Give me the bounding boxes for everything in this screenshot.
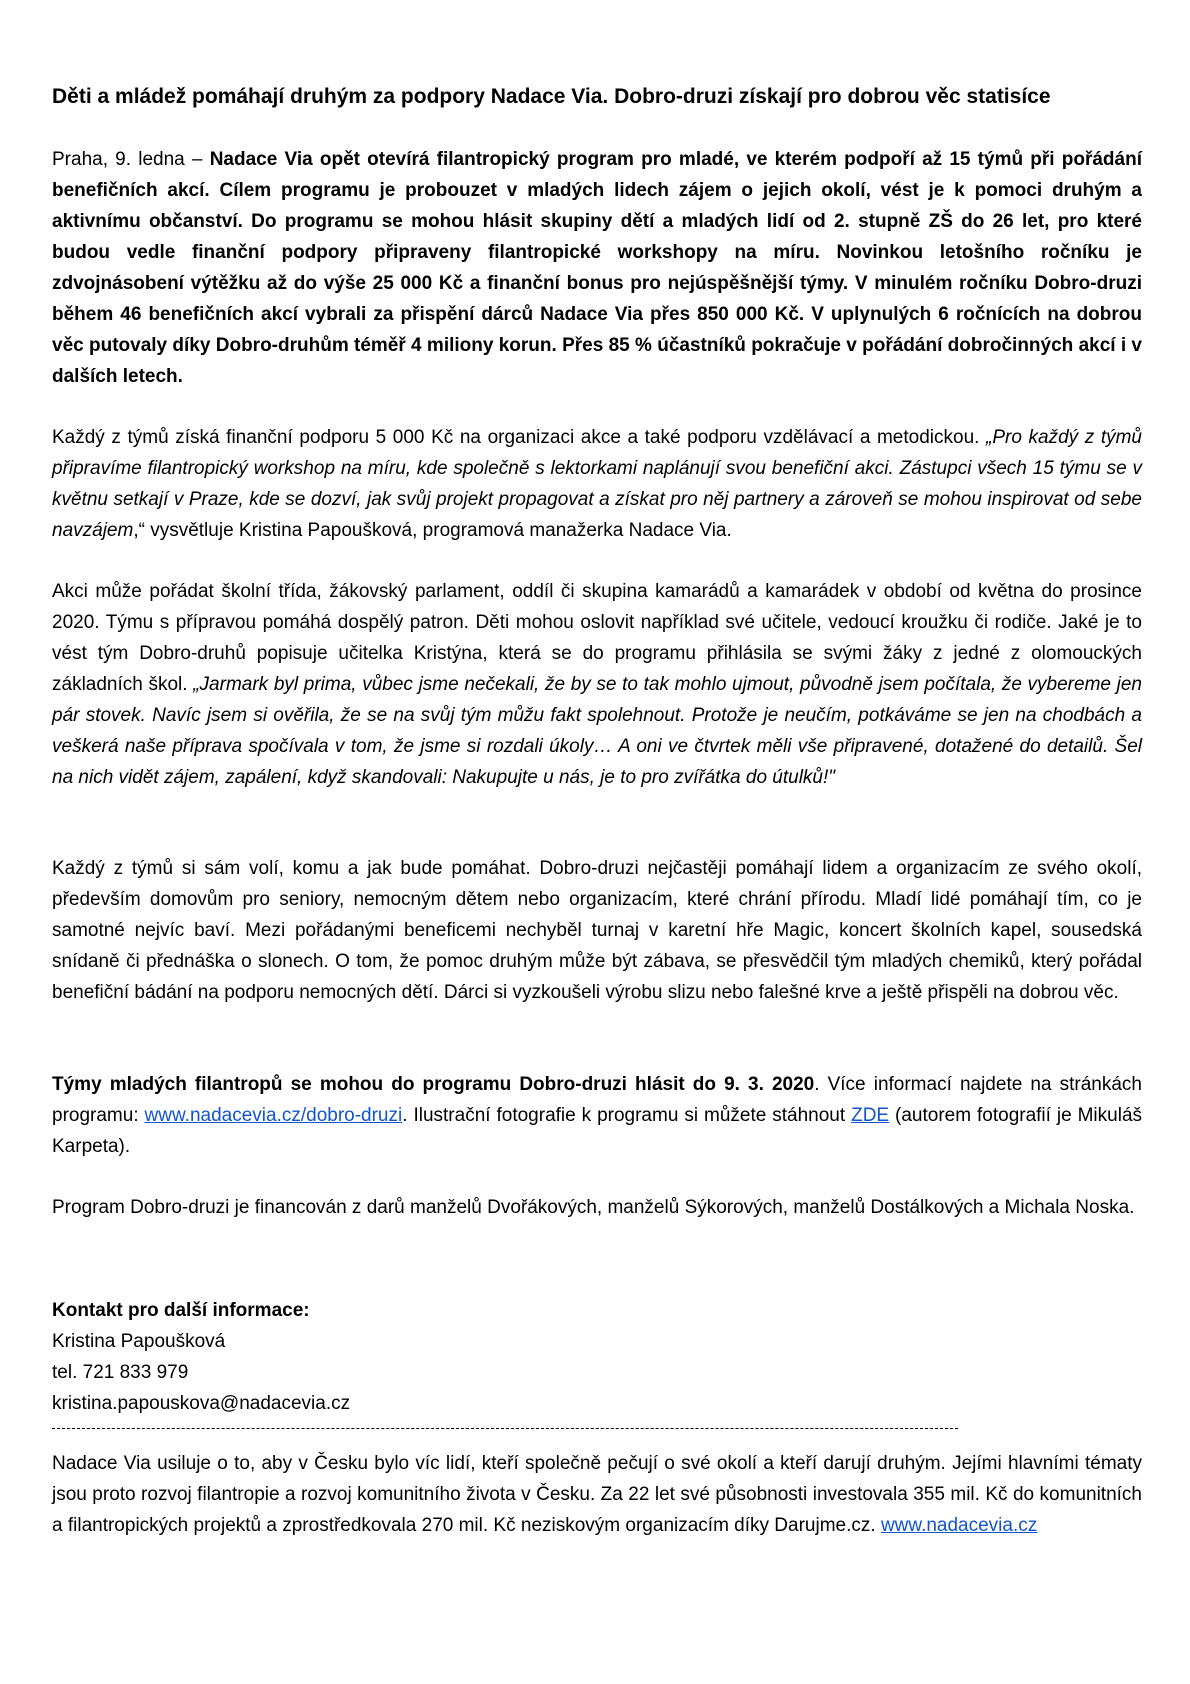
- page-title: Děti a mládež pomáhají druhým za podpory Nadace Via. Dobro-druzi získají pro dobrou věc statisíce: [52, 85, 1051, 108]
- lead-bold-text: Nadace Via opět otevírá filantropický program pro mladé, ve kterém podpoří až 15 týmů při pořádání benefičních akcí. Cílem programu je probouzet v mladých lidech zájem o jejich okolí, vést je k pomoci druhým a aktivnímu občanství. Do programu se mohou hlásit skupiny dětí a mladých lidí od 2. stupně ZŠ do 26 let, pro které budou vedle finanční podpory připraveny filantropické workshopy na míru. Novinkou letošního ročníku je zdvojnásobení výtěžku až do výše 25 000 Kč a finanční bonus pro nejúspěšnější týmy. V minulém ročníku Dobro-druzi během 46 benefičních akcí vybrali za přispění dárců Nadace Via přes 850 000 Kč. V uplynulých 6 ročnících na dobrou věc putovaly díky Dobro-druhům téměř 4 miliony korun. Přes 85 % účastníků pokračuje v pořádání dobročinných akcí i v dalších letech.: [52, 149, 1142, 387]
- footer-text: Nadace Via usiluje o to, aby v Česku bylo víc lidí, kteří společně pečují o své okolí a kteří darují druhým. Jejími hlavními tématy jsou proto rozvoj filantropie a rozvoj komunitního života v Česku. Za 22 let své působnosti investovala 355 mil. Kč do komunitních a filantropických projektů a zprostředkovala 270 mil. Kč neziskovým organizacím díky Darujme.cz.: [52, 1453, 1142, 1536]
- paragraph-support-attribution: ,“ vysvětluje Kristina Papoušková, programová manažerka Nadace Via.: [133, 520, 732, 541]
- contact-block: [52, 1295, 952, 1419]
- registration-deadline: Týmy mladých filantropů se mohou do programu Dobro-druzi hlásit do 9. 3. 2020: [52, 1074, 815, 1095]
- paragraph-registration: [52, 1069, 1142, 1162]
- lead-paragraph: [52, 144, 1142, 392]
- paragraph-teacher-text: Akci může pořádat školní třída, žákovský parlament, oddíl či skupina kamarádů a kamarádek v období od května do prosince 2020. Týmu s přípravou pomáhá dospělý patron. Děti mohou oslovit například své učitele, vedoucí kroužku či rodiče. Jaké je to vést tým Dobro-druhů popisuje učitelka Kristýna, která se do programu přihlásila se svými žáky z jedné z olomouckých základních škol.: [52, 581, 1142, 695]
- registration-text-3: (autorem fotografií je Mikuláš Karpeta).: [52, 1105, 1143, 1157]
- dateline: Praha, 9. ledna –: [52, 149, 210, 170]
- quote-manager: „Pro každý z týmů připravíme filantropický workshop na míru, kde společně s lektorkami naplánují svou benefiční akci. Zástupci všech 15 týmu se v květnu setkají v Praze, kde se dozví, jak svůj projekt propagovat a získat pro něj partnery a zároveň se mohou inspirovat od sebe navzájem: [52, 427, 1142, 541]
- quote-teacher: „Jarmark byl prima, vůbec jsme nečekali, že by se to tak mohlo ujmout, původně jsem počítala, že vybereme jen pár stovek. Navíc jsem si ověřila, že se na svůj tým můžu fakt spolehnout. Protože je neučím, potkáváme se jen na chodbách a veškerá naše příprava spočívala v tom, že jsme si rozdali úkoly… A oni ve čtvrtek měli vše připravené, dotažené do detailů. Šel na nich vidět zájem, zapálení, když skandovali: Nakupujte u nás, je to pro zvířátka do útulků!": [52, 674, 1142, 788]
- paragraph-funding: Program Dobro-druzi je financován z darů manželů Dvořákových, manželů Sýkorových, manželů Dostálkových a Michala Noska.: [52, 1197, 1135, 1218]
- contact-email[interactable]: kristina.papouskova@nadacevia.cz: [52, 1393, 351, 1414]
- paragraph-support-text: Každý z týmů získá finanční podporu 5 000 Kč na organizaci akce a také podporu vzdělávací a metodickou.: [52, 427, 987, 448]
- registration-text-2: . Ilustrační fotografie k programu si můžete stáhnout: [402, 1105, 852, 1126]
- footer-link[interactable]: www.nadacevia.cz: [880, 1515, 1038, 1536]
- footer-paragraph: [52, 1448, 1142, 1541]
- paragraph-teacher: [52, 576, 1142, 793]
- contact-heading: Kontakt pro další informace:: [52, 1300, 310, 1321]
- paragraph-activities: Každý z týmů si sám volí, komu a jak bude pomáhat. Dobro-druzi nejčastěji pomáhají lidem a organizacím ze svého okolí, především domovům pro seniory, nemocným dětem nebo organizacím, které chrání přírodu. Mladí lidé pomáhají tím, co je samotné nejvíc baví. Mezi pořádanými beneficemi nechyběl turnaj v karetní hře Magic, koncert školních kapel, sousedská snídaně či přednáška o slonech. O tom, že pomoc druhým může být zábava, se přesvědčil tým mladých chemiků, který pořádal benefiční bádání na podporu nemocných dětí. Dárci si vyzkoušeli výrobu slizu nebo falešné krve a ještě přispěli na dobrou věc.: [52, 858, 1142, 1003]
- program-link[interactable]: www.nadacevia.cz/dobro-druzi: [144, 1105, 403, 1126]
- separator-line: [52, 1428, 958, 1430]
- registration-text-1: . Více informací najdete na stránkách programu:: [52, 1074, 1142, 1126]
- photos-link[interactable]: ZDE: [851, 1105, 890, 1126]
- paragraph-support: [52, 422, 1142, 546]
- contact-name: Kristina Papoušková: [52, 1331, 226, 1352]
- contact-phone: tel. 721 833 979: [52, 1362, 189, 1383]
